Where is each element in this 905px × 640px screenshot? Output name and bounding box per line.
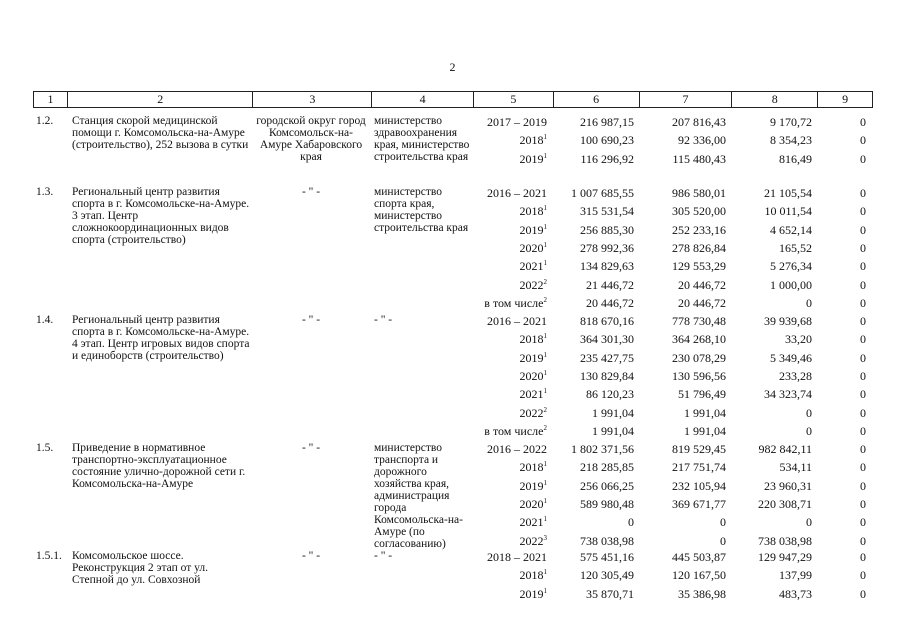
value-federal: 0 <box>720 534 726 548</box>
value-total: 130 829,84 <box>580 369 634 383</box>
value-other: 0 <box>860 442 866 456</box>
year-label: в том числе$^2$ <box>484 296 547 310</box>
value-regional: 1 000,00 <box>770 278 812 292</box>
col-header: 1 <box>34 92 68 107</box>
year-label: 2019$^1$ <box>519 479 547 493</box>
col-header: 8 <box>732 92 818 107</box>
value-federal: 1 991,04 <box>684 424 726 438</box>
value-other: 0 <box>860 152 866 166</box>
value-regional: 5 349,46 <box>770 351 812 365</box>
row-name: Приведение в нормативное транспортно-эксплуатационное состояние улично-дорожной сети г. Комсомольска-на-Амуре <box>72 442 246 490</box>
year-label: 2020$^1$ <box>519 241 547 255</box>
row-territory: - " - <box>301 442 321 454</box>
value-other: 0 <box>860 241 866 255</box>
value-total: 738 038,98 <box>580 534 634 548</box>
value-regional: 21 105,54 <box>764 186 812 200</box>
row-territory: - " - <box>301 186 321 198</box>
value-total: 1 007 685,55 <box>571 186 634 200</box>
footnote-mark: 2 <box>543 296 547 304</box>
year-label: 2018 – 2021 <box>487 550 547 564</box>
value-total: 589 980,48 <box>580 497 634 511</box>
footnote-mark: 2 <box>543 278 547 286</box>
value-total: 21 446,72 <box>586 278 634 292</box>
footnote-mark: 1 <box>543 241 547 249</box>
value-regional: 0 <box>806 424 812 438</box>
value-total: 235 427,75 <box>580 351 634 365</box>
year-label: 2017 – 2019 <box>487 115 547 129</box>
value-other: 0 <box>860 204 866 218</box>
value-other: 0 <box>860 296 866 310</box>
value-other: 0 <box>860 587 866 601</box>
value-regional: 137,99 <box>779 568 812 582</box>
col-header: 4 <box>372 92 474 107</box>
value-total: 278 992,36 <box>580 241 634 255</box>
col-header: 3 <box>253 92 372 107</box>
value-regional: 23 960,31 <box>764 479 812 493</box>
value-federal: 1 991,04 <box>684 406 726 420</box>
value-other: 0 <box>860 479 866 493</box>
value-regional: 10 011,54 <box>764 204 812 218</box>
value-regional: 0 <box>806 296 812 310</box>
value-total: 1 802 371,56 <box>571 442 634 456</box>
footnote-mark: 1 <box>543 204 547 212</box>
value-federal: 819 529,45 <box>672 442 726 456</box>
row-territory: - " - <box>301 550 321 562</box>
col-header: 7 <box>640 92 733 107</box>
value-regional: 4 652,14 <box>770 223 812 237</box>
value-other: 0 <box>860 369 866 383</box>
year-label: 2022$^2$ <box>519 406 547 420</box>
year-label: 2019$^1$ <box>519 223 547 237</box>
year-label: 2018$^1$ <box>519 204 547 218</box>
value-other: 0 <box>860 351 866 365</box>
footnote-mark: 1 <box>543 223 547 231</box>
footnote-mark: 2 <box>543 424 547 432</box>
value-federal: 20 446,72 <box>678 278 726 292</box>
row-territory: городской округ город Комсомольск-на-Амуре Хабаровского края <box>256 115 366 163</box>
page-number: 2 <box>449 60 456 74</box>
value-federal: 369 671,77 <box>672 497 726 511</box>
footnote-mark: 1 <box>543 259 547 267</box>
year-label: 2018$^1$ <box>519 460 547 474</box>
value-total: 216 987,15 <box>580 115 634 129</box>
value-federal: 92 336,00 <box>678 133 726 147</box>
year-label: в том числе$^2$ <box>484 424 547 438</box>
value-federal: 0 <box>720 515 726 529</box>
value-regional: 816,49 <box>779 152 812 166</box>
value-federal: 130 596,56 <box>672 369 726 383</box>
value-regional: 534,11 <box>779 460 812 474</box>
value-federal: 305 520,00 <box>672 204 726 218</box>
value-regional: 738 038,98 <box>758 534 812 548</box>
year-label: 2018$^1$ <box>519 133 547 147</box>
value-total: 818 670,16 <box>580 314 634 328</box>
value-federal: 129 553,29 <box>672 259 726 273</box>
value-other: 0 <box>860 568 866 582</box>
value-total: 1 991,04 <box>592 406 634 420</box>
value-other: 0 <box>860 332 866 346</box>
year-label: 2020$^1$ <box>519 369 547 383</box>
value-regional: 982 842,11 <box>758 442 812 456</box>
value-other: 0 <box>860 406 866 420</box>
value-regional: 483,73 <box>779 587 812 601</box>
value-other: 0 <box>860 314 866 328</box>
year-label: 2016 – 2022 <box>487 442 547 456</box>
value-regional: 9 170,72 <box>770 115 812 129</box>
value-regional: 0 <box>806 406 812 420</box>
value-federal: 986 580,01 <box>672 186 726 200</box>
row-executor: - " - <box>374 314 393 326</box>
footnote-mark: 1 <box>543 152 547 160</box>
value-regional: 5 276,34 <box>770 259 812 273</box>
year-label: 2018$^1$ <box>519 568 547 582</box>
row-id: 1.5. <box>36 442 54 454</box>
value-total: 100 690,23 <box>580 133 634 147</box>
footnote-mark: 1 <box>543 497 547 505</box>
value-regional: 129 947,29 <box>758 550 812 564</box>
value-total: 116 296,92 <box>580 152 634 166</box>
value-other: 0 <box>860 497 866 511</box>
value-federal: 207 816,43 <box>672 115 726 129</box>
value-regional: 39 939,68 <box>764 314 812 328</box>
col-header: 9 <box>842 92 849 106</box>
footnote-mark: 1 <box>543 587 547 595</box>
value-other: 0 <box>860 133 866 147</box>
year-label: 2019$^1$ <box>519 152 547 166</box>
row-executor: министерство спорта края, министерство строительства края <box>374 186 469 234</box>
year-label: 2019$^1$ <box>519 587 547 601</box>
value-total: 1 991,04 <box>592 424 634 438</box>
value-regional: 8 354,23 <box>770 133 812 147</box>
value-other: 0 <box>860 186 866 200</box>
row-name: Комсомольское шоссе. Реконструкция 2 этап от ул. Степной до ул. Совхозной <box>72 550 209 586</box>
row-id: 1.4. <box>36 314 54 326</box>
value-total: 364 301,30 <box>580 332 634 346</box>
value-other: 0 <box>860 259 866 273</box>
row-name: Региональный центр развития спорта в г. Комсомольске-на-Амуре. 3 этап. Центр сложнокоординационных видов спорта (строительство) <box>72 186 250 246</box>
year-label: 2016 – 2021 <box>487 186 547 200</box>
table-header <box>33 91 873 108</box>
value-total: 315 531,54 <box>580 204 634 218</box>
footnote-mark: 1 <box>543 351 547 359</box>
row-name: Станция скорой медицинской помощи г. Комсомольска-на-Амуре (строительство), 252 вызова в сутки <box>72 115 249 151</box>
year-label: 2021$^1$ <box>519 259 547 273</box>
col-header: 5 <box>474 92 554 107</box>
col-header: 6 <box>554 92 640 107</box>
footnote-mark: 1 <box>543 332 547 340</box>
value-other: 0 <box>860 278 866 292</box>
value-total: 134 829,63 <box>580 259 634 273</box>
row-executor: - " - <box>374 550 393 562</box>
value-other: 0 <box>860 534 866 548</box>
value-total: 120 305,49 <box>580 568 634 582</box>
footnote-mark: 1 <box>543 568 547 576</box>
value-other: 0 <box>860 424 866 438</box>
year-label: 2020$^1$ <box>519 497 547 511</box>
value-regional: 165,52 <box>779 241 812 255</box>
value-total: 86 120,23 <box>586 387 634 401</box>
value-federal: 252 233,16 <box>672 223 726 237</box>
value-regional: 34 323,74 <box>764 387 812 401</box>
value-regional: 33,20 <box>785 332 812 346</box>
col-header: 2 <box>68 92 254 107</box>
footnote-mark: 1 <box>543 515 547 523</box>
value-regional: 220 308,71 <box>758 497 812 511</box>
value-other: 0 <box>860 387 866 401</box>
value-federal: 445 503,87 <box>672 550 726 564</box>
value-other: 0 <box>860 515 866 529</box>
value-federal: 778 730,48 <box>672 314 726 328</box>
footnote-mark: 1 <box>543 369 547 377</box>
value-federal: 230 078,29 <box>672 351 726 365</box>
value-federal: 232 105,94 <box>672 479 726 493</box>
value-total: 0 <box>628 515 634 529</box>
value-total: 256 066,25 <box>580 479 634 493</box>
year-label: 2022$^3$ <box>519 534 547 548</box>
footnote-mark: 3 <box>543 534 547 542</box>
row-executor: министерство здравоохранения края, министерство строительства края <box>374 115 470 163</box>
value-federal: 115 480,43 <box>672 152 726 166</box>
value-total: 575 451,16 <box>580 550 634 564</box>
footnote-mark: 1 <box>543 387 547 395</box>
value-federal: 20 446,72 <box>678 296 726 310</box>
footnote-mark: 1 <box>543 133 547 141</box>
value-total: 218 285,85 <box>580 460 634 474</box>
footnote-mark: 1 <box>543 479 547 487</box>
row-executor: министерство транспорта и дорожного хозяйства края, администрация города Комсомольска-на-Амуре (по согласованию) <box>374 442 463 550</box>
value-total: 256 885,30 <box>580 223 634 237</box>
year-label: 2021$^1$ <box>519 387 547 401</box>
value-other: 0 <box>860 460 866 474</box>
value-total: 20 446,72 <box>586 296 634 310</box>
footnote-mark: 2 <box>543 406 547 414</box>
year-label: 2019$^1$ <box>519 351 547 365</box>
year-label: 2022$^2$ <box>519 278 547 292</box>
value-other: 0 <box>860 223 866 237</box>
value-federal: 51 796,49 <box>678 387 726 401</box>
value-federal: 364 268,10 <box>672 332 726 346</box>
row-territory: - " - <box>301 314 321 326</box>
row-id: 1.3. <box>36 186 54 198</box>
year-label: 2016 – 2021 <box>487 314 547 328</box>
value-federal: 217 751,74 <box>672 460 726 474</box>
year-label: 2021$^1$ <box>519 515 547 529</box>
value-federal: 120 167,50 <box>672 568 726 582</box>
row-name: Региональный центр развития спорта в г. Комсомольске-на-Амуре. 4 этап. Центр игровых видов спорта и единоборств (строительство) <box>72 314 250 362</box>
value-federal: 278 826,84 <box>672 241 726 255</box>
value-other: 0 <box>860 115 866 129</box>
value-regional: 0 <box>806 515 812 529</box>
footnote-mark: 1 <box>543 460 547 468</box>
value-regional: 233,28 <box>779 369 812 383</box>
value-federal: 35 386,98 <box>678 587 726 601</box>
value-other: 0 <box>860 550 866 564</box>
value-total: 35 870,71 <box>586 587 634 601</box>
row-id: 1.5.1. <box>36 550 62 562</box>
year-label: 2018$^1$ <box>519 332 547 346</box>
row-id: 1.2. <box>36 115 54 127</box>
